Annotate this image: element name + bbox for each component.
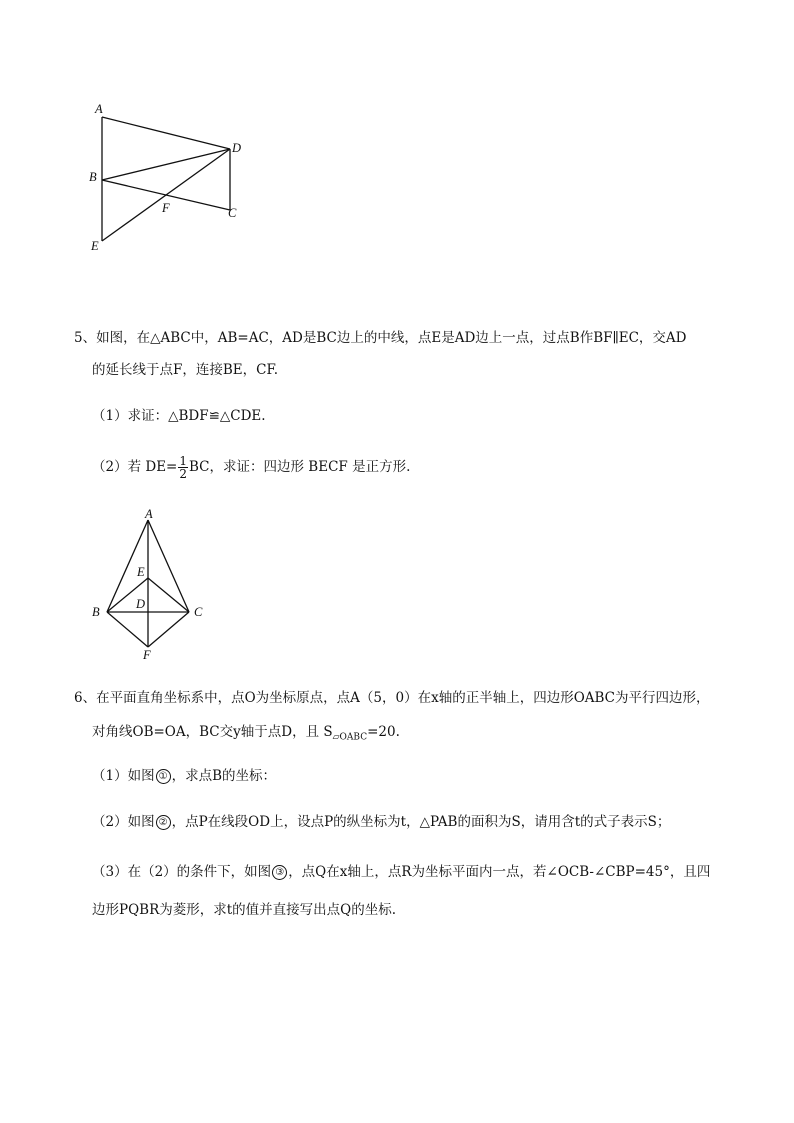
- q6-part3-line2: 边形PQBR为菱形，求t的值并直接写出点Q的坐标.: [92, 902, 397, 918]
- q5-part2-post: BC，求证：四边形 BECF 是正方形.: [189, 459, 411, 475]
- q6-part2: [92, 812, 670, 832]
- segment-bd: [102, 149, 230, 180]
- figure-2: [85, 505, 225, 670]
- figure-1: [80, 95, 260, 265]
- label-c: C: [228, 206, 237, 220]
- label-b: B: [92, 605, 100, 619]
- segment-ad: [102, 117, 230, 149]
- label-e: E: [91, 239, 99, 253]
- label-c: C: [194, 605, 203, 619]
- label-b: B: [89, 170, 97, 184]
- segment-ac: [148, 520, 189, 612]
- fraction-denominator: 2: [179, 467, 188, 481]
- q6-stem-line2-pre: 对角线OB=OA，BC交y轴于点D，且 S: [92, 724, 333, 740]
- figure-ref-3: ③: [272, 865, 287, 880]
- fraction-numerator: 1: [179, 454, 188, 468]
- q6-stem-line2: [92, 722, 400, 748]
- q5-part1: （1）求证：△BDF≌△CDE.: [92, 408, 266, 424]
- area-subscript: ▱OABC: [332, 732, 368, 743]
- segment-bf: [107, 612, 148, 647]
- q6-part2-post: ，点P在线段OD上，设点P的纵坐标为t，△PAB的面积为S，请用含t的式子表示S；: [171, 814, 671, 830]
- label-d: D: [136, 597, 146, 611]
- q6-stem-line1: 6、在平面直角坐标系中，点O为坐标原点，点A（5，0）在x轴的正半轴上，四边形OABC为平行四边形，: [74, 690, 710, 706]
- label-a: A: [95, 102, 103, 116]
- q5-part2: [92, 454, 410, 480]
- q5-stem-line1: 5、如图，在△ABC中，AB=AC，AD是BC边上的中线，点E是AD边上一点，过点B作BF∥EC，交AD: [74, 330, 687, 346]
- segment-ed: [102, 149, 230, 241]
- q5-stem-line2: 的延长线于点F，连接BE，CF.: [92, 362, 279, 378]
- q6-part3: [92, 862, 710, 882]
- q6-part1-post: ，求点B的坐标：: [171, 768, 277, 784]
- q5-part2-pre: （2）若 DE=: [92, 459, 178, 475]
- label-a: A: [145, 507, 153, 521]
- segment-ec: [148, 578, 189, 612]
- label-e: E: [137, 565, 145, 579]
- q6-stem-line2-post: =20.: [367, 724, 400, 740]
- label-f: F: [143, 648, 151, 662]
- q6-part3-pre: （3）在（2）的条件下，如图: [92, 864, 272, 880]
- figure-ref-2: ②: [156, 815, 171, 830]
- fraction-one-half: [178, 455, 188, 480]
- segment-fc: [148, 612, 189, 647]
- q6-part2-pre: （2）如图: [92, 814, 155, 830]
- figure-ref-1: ①: [156, 769, 171, 784]
- label-d: D: [232, 141, 242, 155]
- label-f: F: [162, 201, 170, 215]
- q6-part1-pre: （1）如图: [92, 768, 155, 784]
- q6-part1: [92, 766, 276, 786]
- q6-part3-post: ，点Q在x轴上，点R为坐标平面内一点，若∠OCB-∠CBP=45°，且四: [288, 864, 711, 880]
